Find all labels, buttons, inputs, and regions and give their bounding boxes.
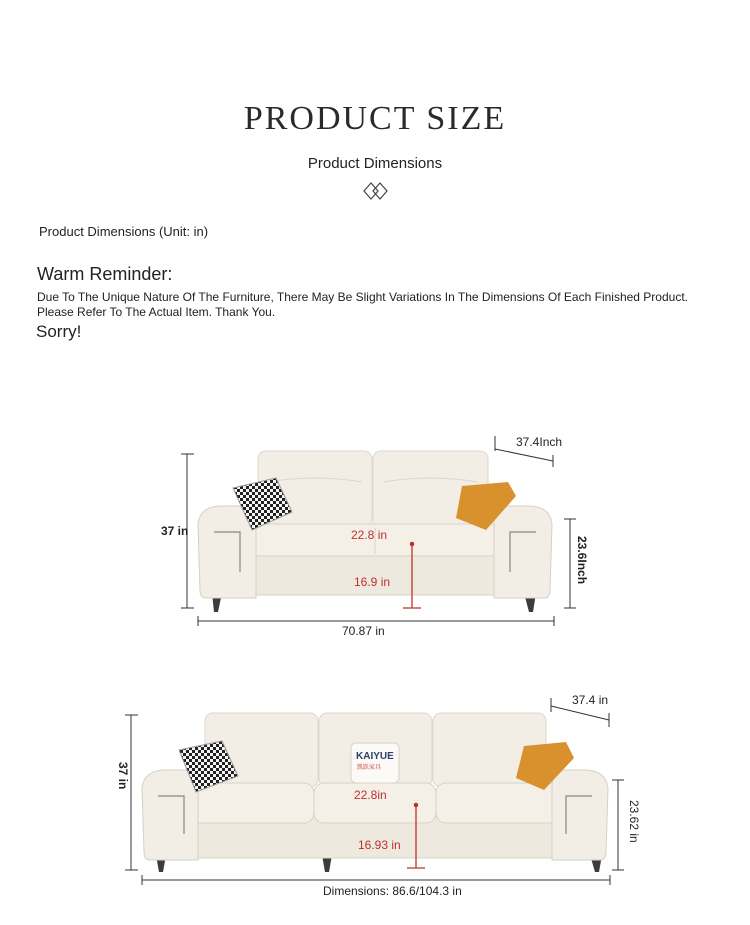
reminder-body: Due To The Unique Nature Of The Furniture, There May Be Slight Variations In The Dimensions Of Each Finished Product. Please Refer To The Actual Item. Thank You. [37,290,688,319]
height-label-2: 37 in [116,762,130,790]
depth-label-2: 37.4 in [572,693,609,707]
depth-dimension-line [495,449,553,461]
arm-height-label: 23.6Inch [575,536,589,585]
width-label-2: Dimensions: 86.6/104.3 in [323,884,462,898]
seat-height-label-2: 16.93 in [358,838,401,852]
depth-dimension-line-2 [551,706,609,720]
seat-depth-label-2: 22.8in [354,788,387,802]
height-label: 37 in [161,524,189,538]
width-label: 70.87 in [342,624,385,638]
seat-height-label: 16.9 in [354,575,391,589]
three-seat-sofa-diagram [0,685,750,910]
brand-pillow [351,743,399,783]
reminder-sorry: Sorry! [36,322,82,341]
reminder-heading: Warm Reminder: [37,264,173,284]
page-subtitle: Product Dimensions [307,155,443,172]
pillow-brand-label: KAIYUE [356,751,394,762]
seat-depth-label: 22.8 in [351,528,388,542]
diamond-ornament-icon [362,180,390,202]
two-seat-sofa-diagram [0,420,750,645]
unit-note: Product Dimensions (Unit: in) [39,224,209,239]
page-title: PRODUCT SIZE [243,100,507,137]
arm-height-label-2: 23.62 in [627,800,641,843]
pillow-sub-label: 凯跃家具 [357,765,382,771]
depth-label: 37.4Inch [516,435,563,449]
